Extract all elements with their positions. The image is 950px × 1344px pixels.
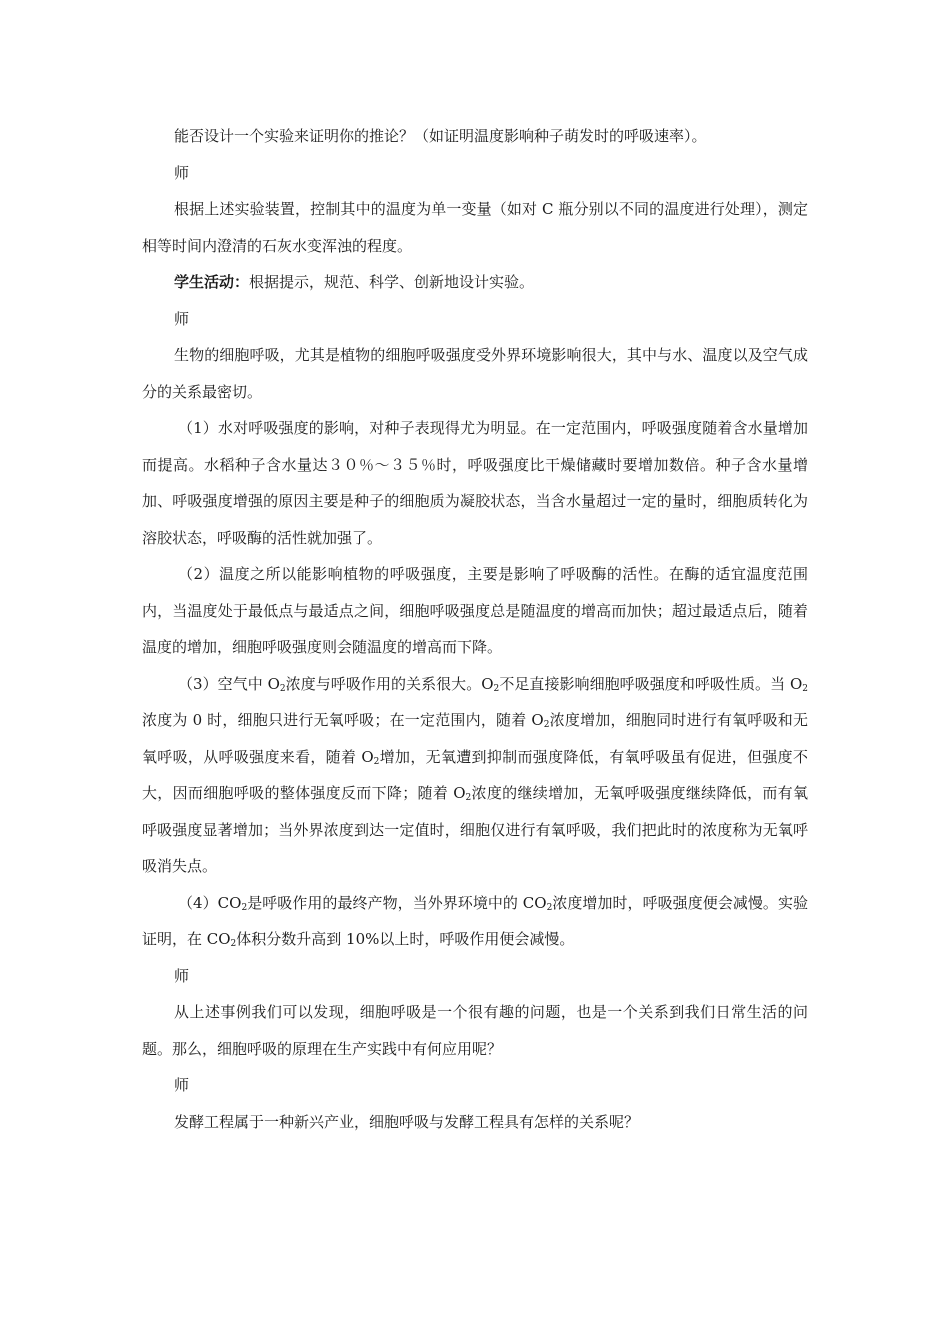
speaker-teacher: 师 <box>174 966 190 985</box>
subscript: 2 <box>373 756 380 767</box>
text-run: 浓度增加时，呼吸强度便会减慢。实验证明，在 CO <box>142 893 808 948</box>
paragraph-question: 能否设计一个实验来证明你的推论？（如证明温度影响种子萌发时的呼吸速率）。 <box>174 127 707 145</box>
paragraph-environment: 生物的细胞呼吸，尤其是植物的细胞呼吸强度受外界环境影响很大，其中与水、温度以及空气成分的关系最密切。 <box>142 346 808 401</box>
speaker-teacher: 师 <box>174 163 190 182</box>
paragraph-temperature: （2）温度之所以能影响植物的呼吸强度，主要是影响了呼吸酶的活性。在酶的适宜温度范围内，当温度处于最低点与最适点之间，细胞呼吸强度总是随温度的增高而加快；超过最适点后，随着温度的增加，细胞呼吸强度则会随温度的增高而下降。 <box>142 565 808 656</box>
paragraph-carbon-dioxide <box>142 885 808 958</box>
subscript: 2 <box>465 793 472 803</box>
paragraph-water: （1）水对呼吸强度的影响，对种子表现得尤为明显。在一定范围内，呼吸强度随着含水量增加而提高。水稻种子含水量达３０％～３５％时，呼吸强度比干燥储藏时要增加数倍。种子含水量增加、呼吸强度增强的原因主要是种子的细胞质为凝胶状态，当含水量超过一定的量时，细胞质转化为溶胶状态，呼吸酶的活性就加强了。 <box>142 419 808 547</box>
paragraph-experiment-design: 根据上述实验装置，控制其中的温度为单一变量（如对 C 瓶分别以不同的温度进行处理），测定相等时间内澄清的石灰水变浑浊的程度。 <box>142 200 808 255</box>
speaker-teacher: 师 <box>174 1076 190 1094</box>
text-run: （4）CO <box>178 893 242 912</box>
subscript: 2 <box>543 720 550 730</box>
text-run: 增加，无氧遭到抑制而强度降低，有氧呼吸虽有促进，但强度不大，因而细胞呼吸的整体强度反而下降；随着 O <box>142 747 808 802</box>
text-run: （3）空气中 O <box>178 674 280 693</box>
subscript: 2 <box>241 902 248 913</box>
paragraph-fermentation: 发酵工程属于一种新兴产业，细胞呼吸与发酵工程具有怎样的关系呢？ <box>174 1112 640 1131</box>
text-run: 是呼吸作用的最终产物，当外界环境中的 CO <box>247 893 547 912</box>
activity-text: 根据提示，规范、科学、创新地设计实验。 <box>249 273 535 291</box>
text-run: 浓度的继续增加，无氧呼吸强度继续降低，而有氧呼吸强度显著增加；当外界浓度到达一定值时，细胞仅进行有氧呼吸，我们把此时的浓度称为无氧呼吸消失点。 <box>142 784 808 875</box>
subscript: 2 <box>230 939 237 949</box>
paragraph-summary: 从上述事例我们可以发现，细胞呼吸是一个很有趣的问题，也是一个关系到我们日常生活的问题。那么，细胞呼吸的原理在生产实践中有何应用呢？ <box>142 1003 808 1058</box>
subscript: 2 <box>279 683 286 694</box>
text-run: 浓度为 0 时，细胞只进行无氧呼吸；在一定范围内，随着 O <box>142 711 544 729</box>
text-run: 不足直接影响细胞呼吸强度和呼吸性质。当 O <box>499 674 803 693</box>
text-run: 浓度增加，细胞同时进行有氧呼吸和无氧呼吸，从呼吸强度来看，随着 O <box>142 711 808 766</box>
text-run: 浓度与呼吸作用的关系很大。O <box>285 674 494 693</box>
subscript: 2 <box>802 683 808 694</box>
text-run: 体积分数升高到 10%以上时，呼吸作用便会减慢。 <box>236 930 575 948</box>
paragraph-oxygen <box>142 666 808 885</box>
speaker-teacher: 师 <box>174 309 190 328</box>
subscript: 2 <box>546 902 553 913</box>
subscript: 2 <box>493 683 500 694</box>
activity-label: 学生活动： <box>174 273 250 291</box>
paragraph-student-activity <box>142 264 808 301</box>
